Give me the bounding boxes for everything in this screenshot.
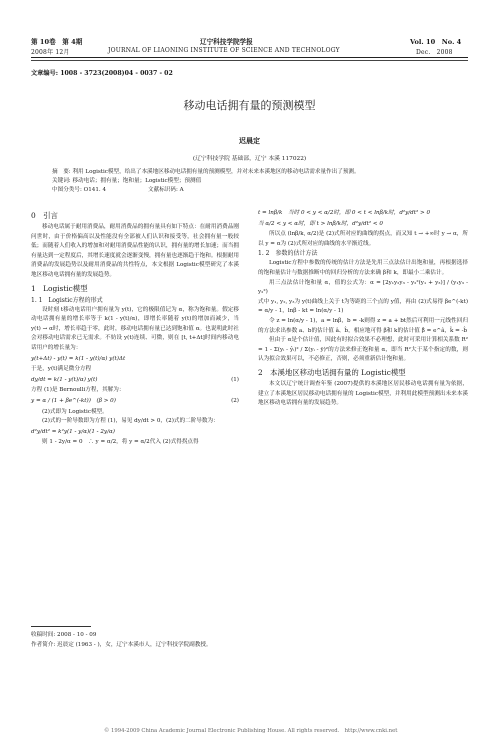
header-rule-thin — [31, 60, 468, 61]
section-logistic-model: 1 Logistic模型 — [31, 283, 88, 293]
received-date: 收稿时间: 2008 - 10 - 09 — [31, 632, 97, 638]
classification-code: 中图分类号: O141. 4 — [52, 187, 107, 193]
subsection-equation-form: 1. 1 Logistic方程的形式 — [31, 296, 103, 304]
paragraph-inflection: 则 1 - 2y/α = 0 ∴ y = α/2，将 y = α/2代入 (2)式得拐点得 — [42, 439, 199, 446]
paragraph-growth-rate: 设时刻 t移动电话用户拥有量为 y(t)，它的极限值记为 α，称为饱和量。假定移动电话拥有量的增长率等于 k(1 - y(t)/α)，即增长率随着 y(t)的增加而减少，当 y(t) → α时，增长率趋于零，此时，移动电话拥有量已达到饱和值 α。也说明此时社会对移动电话需求已无需求。不妨设 y(t)连续、可微，则在 [t, t+Δt]时间内移动电话用户的增长量为： — [31, 306, 239, 351]
equation-2-body: y = α / (1 + βe^(-kt)) (β > 0) — [31, 397, 116, 404]
paragraph-asymptote: 所以点 (lnβ/k, α/2)是 (2)式所对应的曲线的拐点，而又知 t → +∞时 y → α，所以 y = α为 (2)式所对应的曲线的水平渐近线。 — [258, 231, 468, 247]
paper-title: 移动电话拥有量的预测模型 — [183, 99, 316, 112]
header-rule — [31, 57, 468, 58]
paragraph-benxi: 本文以辽宁统计调查年鉴 (2007)提供的本溪地区居民移动电话拥有量为依据，建立了本溪地区居民移动电话拥有量的 Logistic模型，并利用此模型预测出未来本溪地区移动电话拥有量的发展趋势。 — [258, 380, 468, 407]
journal-title-cn: 辽宁科技学院学报 — [200, 38, 253, 46]
equation-increment: y(t+Δt) - y(t) = k(1 - y(t)/α) y(t)Δt — [31, 355, 126, 362]
footnote-rule — [31, 626, 91, 627]
equation-concavity: 当 α/2 < y < α时，即 t > lnβ/k时，d²y/dt² < 0 — [258, 220, 383, 227]
section-introduction: 0 引言 — [31, 211, 58, 220]
paragraph-logistic: (2)式即为 Logistic模型。 — [42, 408, 108, 415]
volume-issue: 第 10卷 第 4期 — [31, 38, 83, 46]
volume-issue-en: Vol. 10 No. 4 — [410, 38, 462, 46]
equation-1-number: (1) — [231, 376, 239, 383]
abstract: 摘 要: 利用 Logistic模型，给出了本溪地区移动电话拥有量的预测模型，并对未来本溪地区的移动电话需求量作出了预测。 — [52, 169, 360, 175]
section-benxi-model: 2 本溪地区移动电话拥有量的 Logistic模型 — [258, 367, 406, 377]
paragraph-differential: 于是，y(t)满足微分方程 — [31, 366, 92, 373]
article-id: 文章编号: 1008 - 3723(2008)04 - 0037 - 02 — [31, 70, 173, 77]
issue-date-en: Dec. 2008 — [416, 49, 453, 56]
issue-date: 2008年 12月 — [31, 49, 70, 56]
equation-inflection-time: t = lnβ/k 当时 0 < y < α/2时，即 0 < t < lnβ/k时，d²y/dt² > 0 — [258, 210, 431, 216]
author-name: 迟晨定 — [239, 136, 260, 145]
paragraph-bernoulli: 方程 (1)是 Bernoulli方程，其解为： — [31, 387, 125, 394]
paragraph-three-point: 用三点法估计饱和量 α，值的公式为：α = [2y₁y₂y₃ - y₂²(y₁ + y₃)] / (y₁y₃ - y₂²) — [258, 279, 468, 296]
right-column — [258, 208, 468, 409]
keywords: 关键词: 移动电话；拥有量；饱和量；Logistic模型；预测值 — [52, 178, 202, 184]
paragraph-correlation: 但由于 α是个估计值，因此有时拟合效果不必理想，此时可采用计算相关系数 R² = 1 - Σ(yᵢ - ŷᵢ)² / Σ(yᵢ - ȳ)²的方法来修正饱和量 α，即当 R²大于某个指定的数，则认为拟合效果可以，不必修正，否则，必须重新估计饱和量。 — [258, 337, 468, 363]
copyright-footer: © 1994-2009 China Academic Journal Electronic Publishing House. All rights reserved. http://www.cnki.net — [104, 728, 398, 734]
paragraph-log-transform: 式中 y₁, y₂, y₃为 y(t)曲线上关于 t为等距的三个点的 y值，再由 (2)式易得 βe^(-kt) = α/y - 1，lnβ - kt = ln(α/y - 1) — [258, 298, 468, 315]
paragraph-regression: 令 z = ln(α/y - 1)，a = lnβ，b = -k则得 z = a + bt然后可利用一元线性回归的方法求出参数 a、b的估计值 â、b̂，相应地可得 β和 k的估计值 β̂ = e^â，k̂ = -b̂ — [258, 317, 468, 334]
left-column — [31, 208, 239, 448]
equation-second-derivative: d²y/dt² = k²y(1 - y/α)(1 - 2y/α) — [31, 428, 115, 435]
equation-1 — [31, 376, 239, 386]
paragraph-derivative: (2)式的一阶导数即为方程 (1)，易见 dy/dt > 0，(2)式的二阶导数为： — [42, 418, 219, 425]
journal-title-en: JOURNAL OF LIAONING INSTITUTE OF SCIENCE AND TECHNOLOGY — [108, 47, 340, 54]
equation-1-body: dy/dt = k(1 - y(t)/α) y(t) — [31, 376, 98, 383]
document-code: 文献标识码: A — [148, 187, 184, 193]
equation-2-number: (2) — [231, 397, 239, 404]
equation-2 — [31, 397, 239, 407]
subsection-estimation: 1. 2 参数的估计方法 — [258, 250, 318, 258]
affiliation: (辽宁科技学院 基础部，辽宁 本溪 117022) — [192, 156, 307, 162]
intro-paragraph: 移动电话属于耐用消费品，耐用消费品的拥有量具有如下特点：在耐用消费品刚问世时，由于价格偏高以及性能没有全部被人们认识和接受等，社会拥有量一般较低；而随着人们收入的增加和对耐用消费品性能的认识，拥有量的增长加速；而当拥有量达到一定程度后，其增长速度就会逐渐变慢，拥有量也逐渐趋于饱和。根据耐用消费品的发展趋势以及耐用消费品的共性特点，本文根据 Logistic模型研究了本溪地区移动电话拥有量的发展趋势。 — [31, 224, 239, 278]
author-bio: 作者简介: 迟晨定 (1963 - )，女，辽宁本溪市人，辽宁科技学院副教授。 — [31, 642, 212, 648]
paragraph-estimation: Logistic方程中参数的传统的估计方法是先用三点法估计出饱和量，再根据选择的饱和量估计与数据推断中的回归分析的方法来确 β和 k，即最小二乘估计。 — [258, 260, 468, 276]
